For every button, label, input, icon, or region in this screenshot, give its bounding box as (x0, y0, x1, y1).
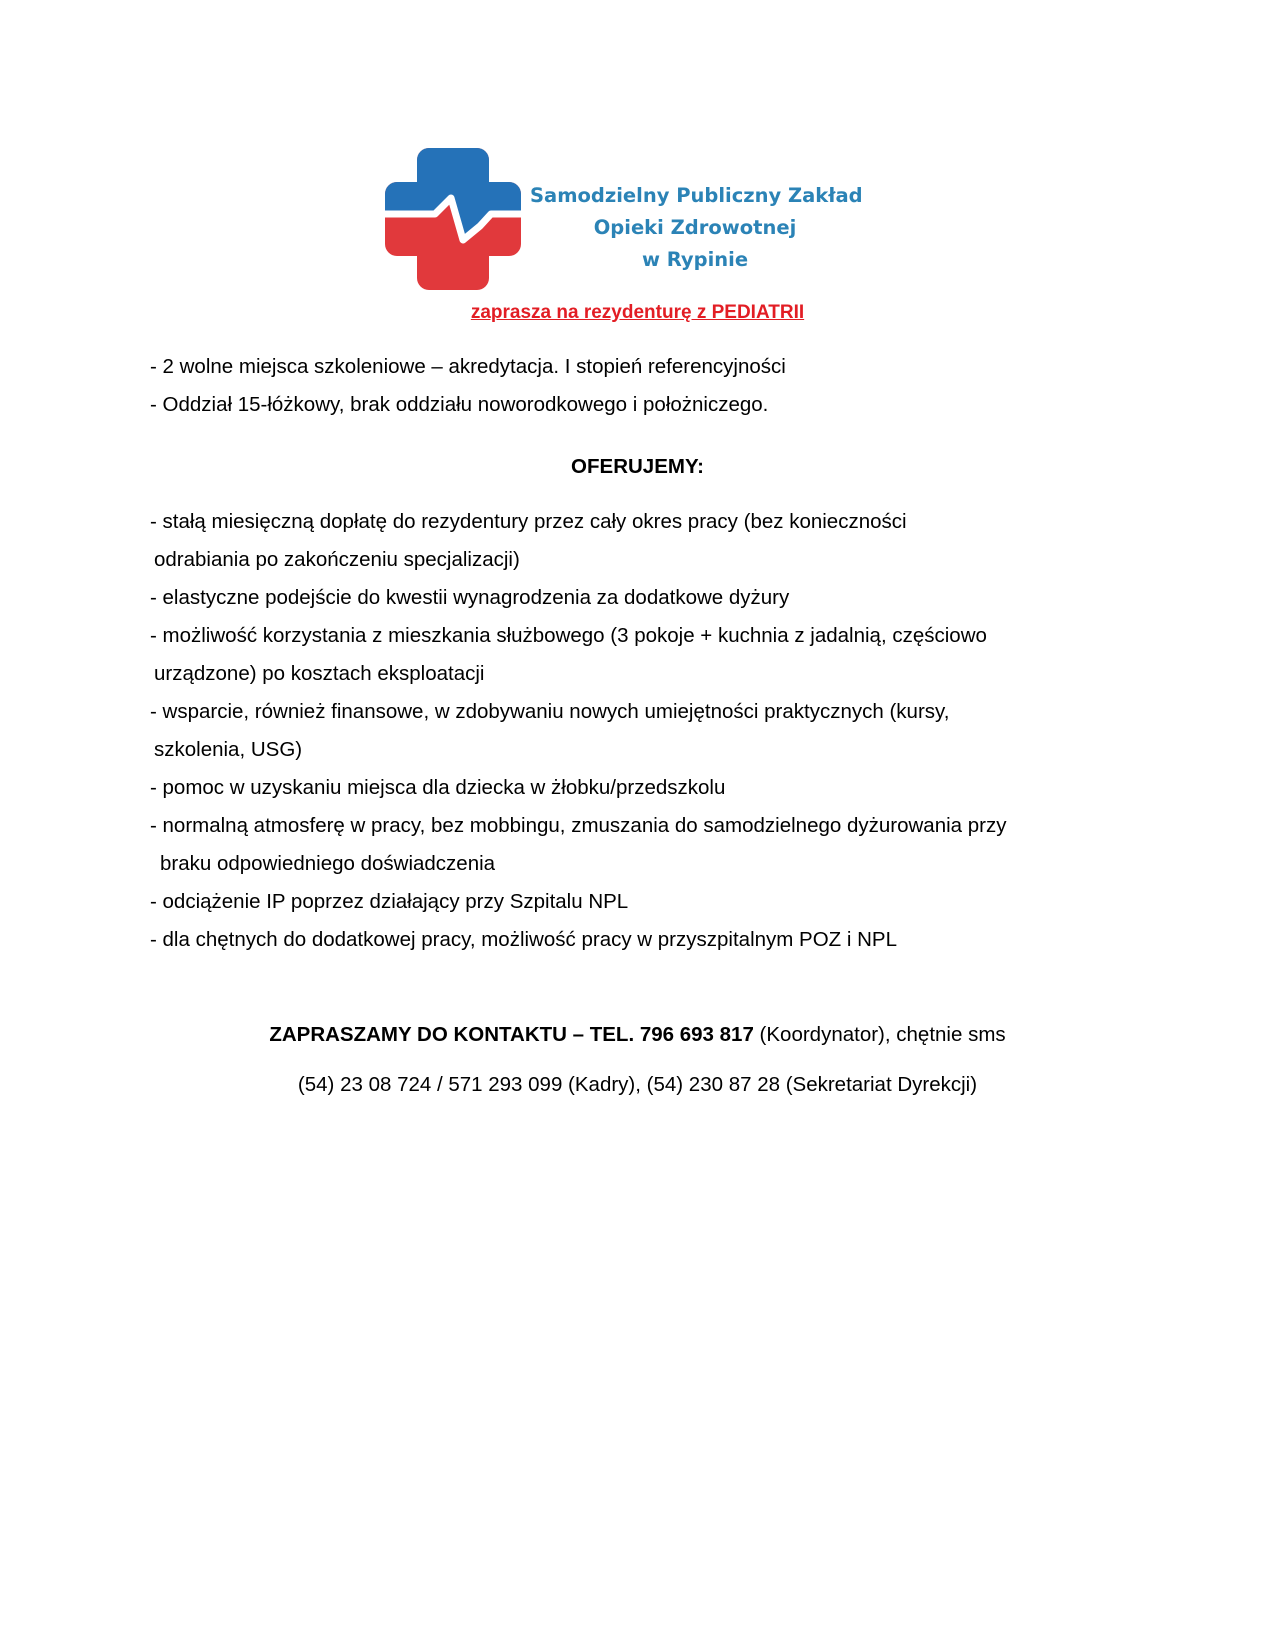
intro-line: - Oddział 15-łóżkowy, brak oddziału noworodkowego i położniczego. (150, 393, 769, 416)
offer-line: braku odpowiedniego doświadczenia (160, 852, 496, 875)
offer-line: szkolenia, USG) (154, 738, 303, 761)
offer-line: - normalną atmosferę w pracy, bez mobbingu, zmuszania do samodzielnego dyżurowania przy (150, 814, 1007, 837)
offer-line: - możliwość korzystania z mieszkania służbowego (3 pokoje + kuchnia z jadalnią, częściowo (150, 624, 987, 647)
medical-cross-heartbeat-icon (385, 148, 525, 292)
offer-line: - dla chętnych do dodatkowej pracy, możliwość pracy w przyszpitalnym POZ i NPL (150, 928, 898, 951)
offer-line: - pomoc w uzyskaniu miejsca dla dziecka w żłobku/przedszkolu (150, 776, 726, 799)
contact-phone-primary: ZAPRASZAMY DO KONTAKTU – TEL. 796 693 817 (269, 1023, 754, 1046)
invitation-title: zaprasza na rezydenturę z PEDIATRII (470, 302, 805, 323)
institution-name-line3: w Rypinie (641, 248, 749, 271)
contact-line (0, 1023, 1275, 1047)
intro-line: - 2 wolne miejsca szkoleniowe – akredytacja. I stopień referencyjności (150, 355, 786, 378)
offer-line: urządzone) po kosztach eksploatacji (154, 662, 485, 685)
institution-name-line2: Opieki Zdrowotnej (593, 216, 797, 239)
institution-name (530, 180, 863, 276)
institution-name-line1: Samodzielny Publiczny Zakład (530, 184, 863, 207)
offer-line: - odciążenie IP poprzez działający przy Szpitalu NPL (150, 890, 629, 913)
contact-phones: (54) 23 08 724 / 571 293 099 (Kadry), (54) 230 87 28 (Sekretariat Dyrekcji) (297, 1073, 978, 1096)
offer-line: - wsparcie, również finansowe, w zdobywaniu nowych umiejętności praktycznych (kursy, (150, 700, 950, 723)
logo (385, 148, 885, 292)
offer-line: - stałą miesięczną dopłatę do rezydentury przez cały okres pracy (bez konieczności (150, 510, 907, 533)
offers-heading: OFERUJEMY: (571, 455, 704, 478)
offer-line: - elastyczne podejście do kwestii wynagrodzenia za dodatkowe dyżury (150, 586, 790, 609)
contact-note: (Koordynator), chętnie sms (753, 1023, 1006, 1046)
offer-line: odrabiania po zakończeniu specjalizacji) (154, 548, 520, 571)
